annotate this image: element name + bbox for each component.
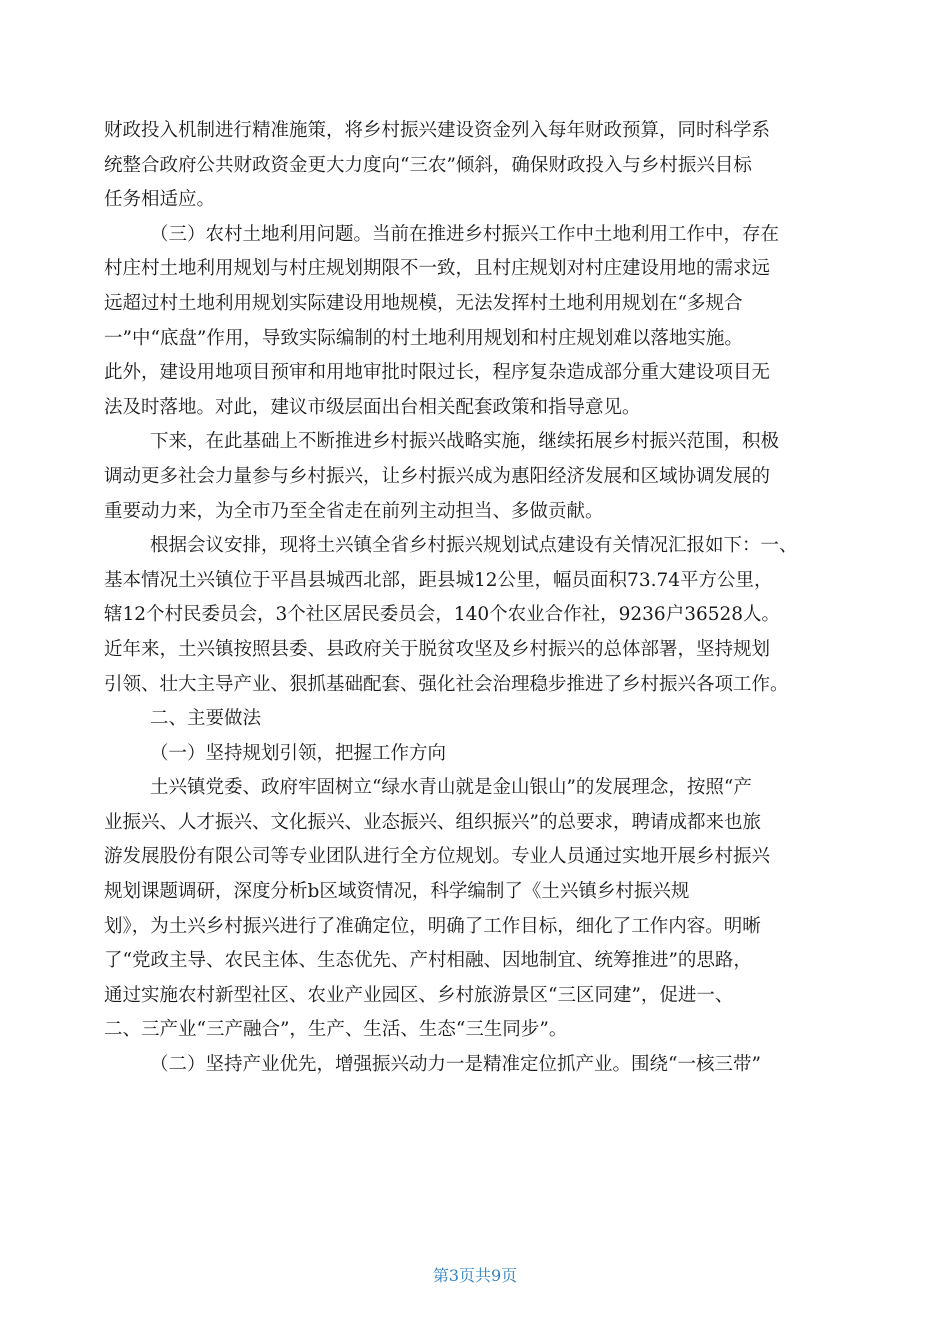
text-line: 重要动力来，为全市乃至全省走在前列主动担当、多做贡献。 — [104, 500, 604, 522]
text-line: 此外，建设用地项目预审和用地审批时限过长，程序复杂造成部分重大建设项目无 — [104, 362, 771, 384]
text-line: （三）农村土地利用问题。当前在推进乡村振兴工作中土地利用工作中，存在 — [150, 223, 780, 245]
text-line: 规划课题调研，深度分析b区域资情况，科学编制了《土兴镇乡村振兴规 — [104, 881, 690, 903]
text-line: 远超过村土地利用规划实际建设用地规模，无法发挥村土地利用规划在“多规合 — [104, 292, 743, 314]
text-line: 任务相适应。 — [104, 189, 216, 211]
page-number-footer: 第3页共9页 — [432, 1266, 518, 1285]
text-line: 划》，为土兴乡村振兴进行了准确定位，明确了工作目标，细化了工作内容。明晰 — [104, 915, 761, 937]
text-line: 了“党政主导、农民主体、生态优先、产村相融、因地制宜、统筹推进”的思路， — [104, 950, 752, 972]
text-line: 近年来，土兴镇按照县委、县政府关于脱贫攻坚及乡村振兴的总体部署，坚持规划 — [104, 638, 771, 660]
text-line: 财政投入机制进行精准施策，将乡村振兴建设资金列入每年财政预算，同时科学系 — [104, 120, 771, 141]
text-line: 游发展股份有限公司等专业团队进行全方位规划。专业人员通过实地开展乡村振兴 — [104, 846, 771, 868]
section-heading: 二、主要做法 — [150, 708, 262, 730]
text-line: 引领、壮大主导产业、狠抓基础配套、强化社会治理稳步推进了乡村振兴各项工作。 — [104, 673, 789, 695]
text-line: 辖12个村民委员会，3个社区居民委员会，140个农业合作社，9236户36528人。 — [104, 604, 781, 626]
text-line: 下来，在此基础上不断推进乡村振兴战略实施，继续拓展乡村振兴范围，积极 — [150, 431, 780, 453]
text-line: 调动更多社会力量参与乡村振兴，让乡村振兴成为惠阳经济发展和区域协调发展的 — [104, 465, 771, 487]
subsection-heading: （一）坚持规划引领，把握工作方向 — [150, 742, 447, 764]
text-line: 法及时落地。对此，建议市级层面出台相关配套政策和指导意见。 — [104, 396, 641, 418]
text-line: 一”中“底盘”作用，导致实际编制的村土地利用规划和村庄规划难以落地实施。 — [104, 327, 743, 349]
text-line: （二）坚持产业优先，增强振兴动力一是精准定位抓产业。围绕“一核三带” — [150, 1054, 761, 1076]
text-line: 通过实施农村新型社区、农业产业园区、乡村旅游景区“三区同建”，促进一、 — [104, 984, 734, 1006]
text-line: 二、三产业“三产融合”，生产、生活、生态“三生同步”。 — [104, 1019, 568, 1041]
text-line: 业振兴、人才振兴、文化振兴、业态振兴、组织振兴”的总要求，聘请成都来也旅 — [104, 811, 761, 833]
text-line: 统整合政府公共财政资金更大力度向“三农”倾斜，确保财政投入与乡村振兴目标 — [104, 154, 752, 176]
text-line: 根据会议安排，现将土兴镇全省乡村振兴规划试点建设有关情况汇报如下：一、 — [150, 535, 798, 557]
text-line: 土兴镇党委、政府牢固树立“绿水青山就是金山银山”的发展理念，按照“产 — [150, 777, 752, 799]
text-line: 村庄村土地利用规划与村庄规划期限不一致，且村庄规划对村庄建设用地的需求远 — [104, 258, 771, 280]
text-line: 基本情况土兴镇位于平昌县城西北部，距县城12公里，幅员面积73.74平方公里， — [104, 569, 773, 591]
document-body — [104, 114, 854, 1083]
